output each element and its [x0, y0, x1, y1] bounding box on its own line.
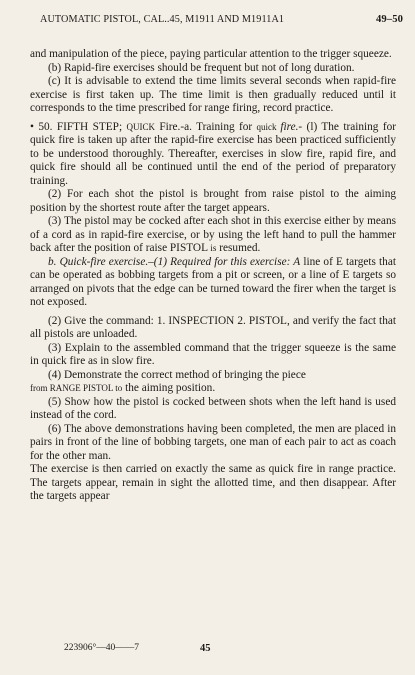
page-number: 45 [200, 643, 211, 654]
section-mid: Fire.-a. Training for [154, 120, 257, 133]
paragraph [30, 215, 396, 256]
subsection-b-heading: b. Quick-fire exercise.–(1) Required for this exercise: A [48, 255, 301, 268]
text-run-small: from RANGE PISTOL [30, 383, 113, 393]
for-small: quick [256, 121, 281, 132]
fire-italic: fire. [280, 120, 299, 133]
page-range: 49–50 [376, 14, 403, 25]
paragraph [30, 256, 396, 310]
body-text [30, 48, 396, 504]
paragraph: (2) For each shot the pistol is brought from raise pistol to the aiming position by the shortest route after the target appears. [30, 188, 396, 214]
page-footer [0, 643, 415, 657]
section-rest: - (l) The training for quick fire is taken up after the rapid-fire exercise has been practiced sufficiently to be understood thoroughly. Thereafter, exercises in slow fire, rapid fire, and quick fire should all be continued until the end of the period of preparatory training. [30, 120, 396, 187]
text-run-small: is [210, 243, 217, 253]
paragraph: (4) Demonstrate the correct method of bringing the piece [48, 368, 306, 381]
paragraph: (b) Rapid-fire exercises should be frequent but not of long duration. [48, 61, 355, 74]
quick-smallcaps: QUICK [126, 121, 155, 132]
paragraph: (3) Explain to the assembled command that the trigger squeeze is the same in quick fire as in slow fire. [30, 341, 396, 367]
text-run: the aiming position. [122, 382, 216, 394]
paragraph [30, 382, 396, 396]
text-run: resumed. [216, 242, 261, 254]
section-50-heading [30, 121, 396, 189]
paragraph: (6) The above demonstrations having been completed, the men are placed in pairs in front of the line of bobbing targets, one man of each pair to act as coach for the other man. [30, 422, 396, 462]
page-header [0, 14, 415, 28]
section-lead: • 50. FIFTH STEP; [30, 120, 127, 133]
running-head: AUTOMATIC PISTOL, CAL..45, M1911 AND M1911A1 [40, 14, 285, 25]
print-code: 223906°—40——7 [64, 643, 140, 653]
paragraph: and manipulation of the piece, paying particular attention to the trigger squeeze. [30, 48, 392, 60]
paragraph: (5) Show how the pistol is cocked between shots when the left hand is used instead of the cord. [30, 395, 396, 421]
text-run-small: to [113, 383, 123, 393]
text-run: line of E targets that can be operated as bobbing targets from a pit or screen, or a line of E targets so arranged on pivots that the edge can be turned toward the firer when the target is not exposed. [30, 255, 396, 308]
paragraph: (c) It is advisable to extend the time limits several seconds when rapid-fire exercise is first taken up. The time limit is then gradually reduced until it corresponds to the time prescribed for range firing, record practice. [30, 75, 396, 114]
paragraph: The exercise is then carried on exactly the same as quick fire in range practice. The targets appear, remain in sight the allotted time, and then disappear. After the targets appear [30, 463, 396, 502]
text-run: (3) The pistol may be cocked after each shot in this exercise either by means of a cord as in rapid-fire exercise, or by using the left hand to pull the hammer back after the position of raise PISTOL [30, 215, 396, 254]
paragraph: (2) Give the command: 1. INSPECTION 2. PISTOL, and verify the fact that all pistols are unloaded. [30, 314, 396, 340]
